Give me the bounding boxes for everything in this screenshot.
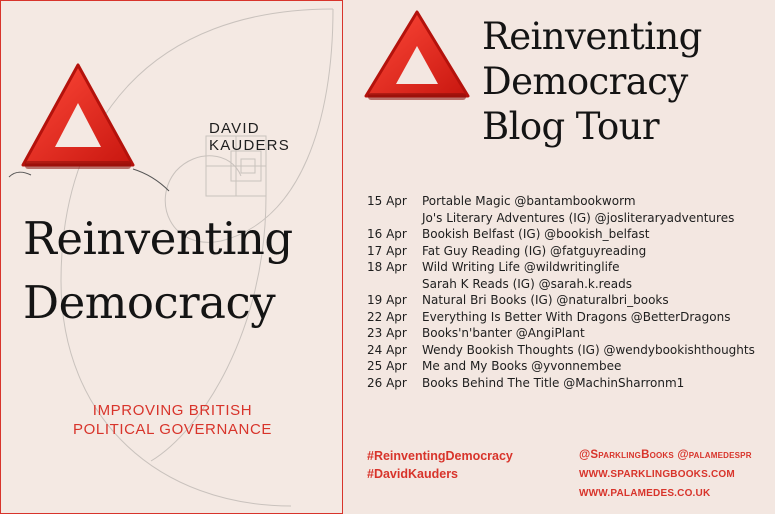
- schedule-row: [367, 276, 772, 293]
- schedule-date: 26 Apr: [367, 375, 407, 390]
- schedule-date: 16 Apr: [367, 227, 407, 241]
- schedule-host: Me and My Books @yvonnembee: [422, 359, 622, 373]
- schedule-date: 22 Apr: [367, 309, 407, 324]
- schedule-row: [367, 325, 772, 342]
- schedule-row: [367, 226, 772, 243]
- cover-title: [23, 207, 343, 335]
- cover-subtitle: [1, 401, 343, 439]
- schedule-host: Books'n'banter @AngiPlant: [422, 326, 585, 340]
- schedule-host: Bookish Belfast (IG) @bookish_belfast: [422, 227, 650, 241]
- schedule-date: 17 Apr: [367, 243, 407, 258]
- schedule-host: Jo's Literary Adventures (IG) @josliteraryadventures: [422, 210, 735, 225]
- tour-title-line1: Reinventing: [482, 15, 702, 58]
- schedule-date: 18 Apr: [367, 260, 407, 274]
- schedule-date: 19 Apr: [367, 293, 407, 307]
- schedule-host: Wild Writing Life @wildwritinglife: [422, 260, 620, 274]
- schedule-row: [367, 210, 772, 227]
- schedule-date: 24 Apr: [367, 342, 407, 357]
- social-handles: @SparklingBooks @palamedespr: [579, 449, 752, 461]
- warning-triangle-icon: [19, 61, 137, 171]
- cover-subtitle-line2: POLITICAL GOVERNANCE: [73, 421, 272, 438]
- sparkling-books-website: WWW.SPARKLINGBOOKS.COM: [579, 469, 735, 480]
- schedule-host: Everything Is Better With Dragons @BetterDragons: [422, 309, 731, 324]
- schedule-row: [367, 292, 772, 309]
- book-cover: [0, 0, 343, 514]
- palamedes-website: WWW.PALAMEDES.CO.UK: [579, 488, 711, 499]
- schedule-row: [367, 259, 772, 276]
- schedule-date: [367, 276, 422, 293]
- cover-subtitle-line1: IMPROVING BRITISH: [92, 402, 253, 419]
- schedule-row: [367, 375, 772, 392]
- hashtag-david-kauders: #DavidKauders: [367, 467, 459, 481]
- schedule-row: [367, 342, 772, 359]
- schedule-date: 15 Apr: [367, 194, 407, 208]
- schedule-row: [367, 309, 772, 326]
- schedule-row: [367, 193, 772, 210]
- hashtag-reinventing-democracy: #ReinventingDemocracy: [367, 449, 513, 463]
- schedule-row: [367, 243, 772, 260]
- tour-title-line3: Blog Tour: [482, 105, 659, 148]
- schedule-host: Wendy Bookish Thoughts (IG) @wendybookishthoughts: [422, 342, 755, 357]
- schedule-host: Portable Magic @bantambookworm: [422, 194, 636, 208]
- schedule-host: Fat Guy Reading (IG) @fatguyreading: [422, 243, 647, 258]
- warning-triangle-icon: [362, 8, 472, 102]
- schedule-date: 23 Apr: [367, 326, 407, 340]
- tour-schedule: [367, 193, 772, 391]
- schedule-host: Sarah K Reads (IG) @sarah.k.reads: [422, 276, 632, 291]
- schedule-row: [367, 358, 772, 375]
- schedule-date: [367, 210, 422, 227]
- schedule-date: 25 Apr: [367, 359, 407, 373]
- tour-title-line2: Democracy: [482, 60, 688, 103]
- hashtags: [367, 447, 513, 483]
- cover-title-line2: Democracy: [23, 276, 276, 329]
- cover-author: DAVID KAUDERS: [209, 120, 290, 154]
- schedule-host: Natural Bri Books (IG) @naturalbri_books: [422, 293, 669, 307]
- publisher-contacts: [579, 446, 752, 503]
- tour-title: [482, 14, 772, 149]
- schedule-host: Books Behind The Title @MachinSharronm1: [422, 375, 685, 390]
- cover-title-line1: Reinventing: [23, 212, 293, 265]
